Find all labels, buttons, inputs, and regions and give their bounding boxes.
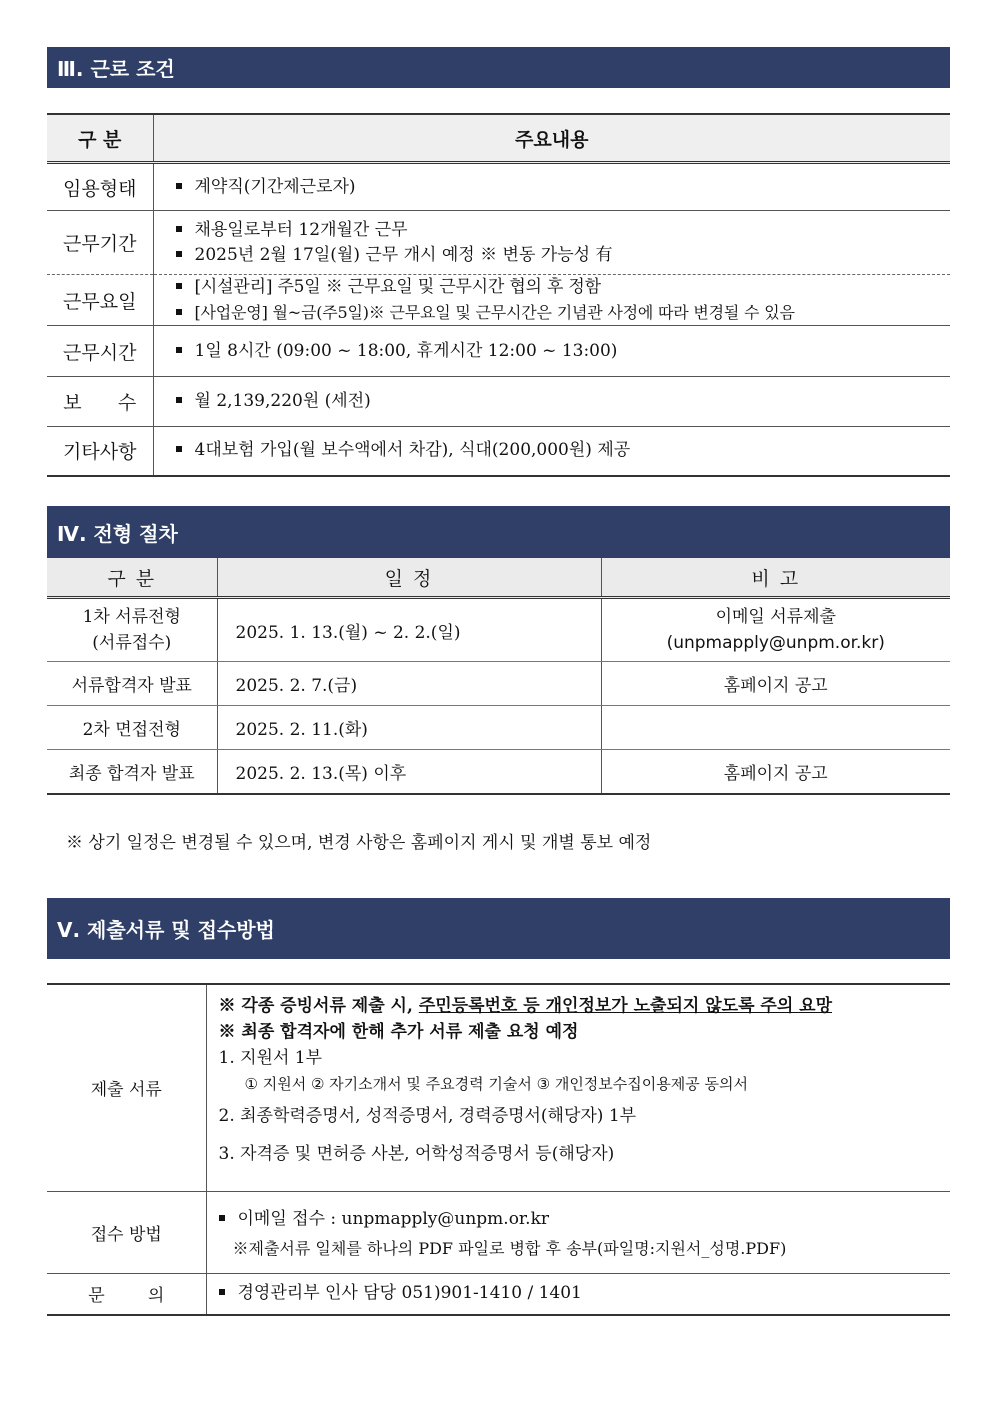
bullet-icon (176, 226, 182, 232)
table-header-content: 주요내용 (153, 114, 950, 163)
working-conditions-table (47, 113, 950, 477)
doc-item-1: 1. 지원서 1부 (218, 1048, 323, 1068)
table-header-category: 구 분 (47, 558, 217, 598)
method-note: ※제출서류 일체를 하나의 PDF 파일로 병합 후 송부(파일명:지원서_성명.PDF) (232, 1239, 787, 1258)
row-label: 서류합격자 발표 (47, 662, 217, 706)
bullet-icon (219, 1215, 225, 1221)
warning-personal-info: 주민등록번호 등 개인정보가 노출되지 않도록 주의 요망 (418, 996, 833, 1016)
row-item: [시설관리] 주5일 ※ 근무요일 및 근무시간 협의 후 정함 (194, 277, 601, 297)
row-date: 2025. 2. 7.(금) (217, 662, 601, 706)
table-row (47, 598, 950, 662)
table-header-remarks: 비 고 (601, 558, 950, 598)
row-note: 홈페이지 공고 (601, 662, 950, 706)
table-row (47, 377, 950, 427)
doc-item-1-sub: ① 지원서 ② 자기소개서 및 주요경력 기술서 ③ 개인정보수집이용제공 동의서 (244, 1075, 748, 1093)
warning-additional-docs: ※ 최종 합격자에 한해 추가 서류 제출 요청 예정 (218, 1022, 579, 1042)
method-email: 이메일 접수 : unpmapply@unpm.or.kr (237, 1209, 550, 1229)
doc-item-3: 3. 자격증 및 면허증 사본, 어학성적증명서 등(해당자) (218, 1144, 615, 1164)
row-label-sub: (서류접수) (92, 633, 172, 653)
table-header-schedule: 일 정 (217, 558, 601, 598)
submission-table (47, 983, 950, 1316)
row-item: 2025년 2월 17일(월) 근무 개시 예정 ※ 변동 가능성 有 (194, 244, 613, 265)
row-note-sub: (unpmapply@unpm.or.kr) (666, 633, 885, 653)
selection-process-table (47, 558, 950, 795)
row-label: 임용형태 (47, 163, 153, 211)
row-item: 월 2,139,220원 (세전) (194, 391, 371, 411)
row-label-contact: 문 의 (47, 1273, 206, 1315)
row-item: 채용일로부터 12개월간 근무 (194, 219, 408, 240)
row-label: 1차 서류전형 (82, 607, 181, 627)
row-date: 2025. 1. 13.(월) ~ 2. 2.(일) (217, 598, 601, 662)
schedule-note: ※ 상기 일정은 변경될 수 있으며, 변경 사항은 홈페이지 게시 및 개별 통보 예정 (66, 833, 652, 853)
table-row (47, 326, 950, 377)
row-date: 2025. 2. 11.(화) (217, 706, 601, 750)
table-row (47, 163, 950, 211)
section-5-title: Ⅴ. 제출서류 및 접수방법 (57, 918, 275, 942)
bullet-icon (219, 1289, 225, 1295)
section-4-header (47, 506, 950, 558)
table-row (47, 984, 950, 1191)
table-row (47, 706, 950, 750)
section-3-header (47, 47, 950, 88)
bullet-icon (176, 347, 182, 353)
warning-personal-info-prefix: ※ 각종 증빙서류 제출 시, (218, 996, 419, 1016)
row-item: 1일 8시간 (09:00 ~ 18:00, 휴게시간 12:00 ~ 13:00) (194, 340, 618, 361)
row-label: 근무시간 (47, 326, 153, 377)
bullet-icon (176, 397, 182, 403)
bullet-icon (176, 283, 182, 289)
table-row (47, 211, 950, 275)
table-row (47, 1191, 950, 1273)
bullet-icon (176, 309, 182, 315)
table-header-category: 구 분 (47, 114, 153, 163)
table-row (47, 275, 950, 326)
row-label: 보 수 (47, 377, 153, 427)
bullet-icon (176, 251, 182, 257)
row-item: [사업운영] 월~금(주5일)※ 근무요일 및 근무시간은 기념관 사정에 따라 변경될 수 있음 (194, 303, 795, 322)
row-label: 최종 합격자 발표 (47, 750, 217, 795)
table-row (47, 750, 950, 795)
contact-info: 경영관리부 인사 담당 051)901-1410 / 1401 (237, 1283, 582, 1304)
table-row (47, 662, 950, 706)
row-label: 2차 면접전형 (47, 706, 217, 750)
table-row (47, 427, 950, 476)
row-date: 2025. 2. 13.(목) 이후 (217, 750, 601, 795)
bullet-icon (176, 183, 182, 189)
row-label: 근무기간 (47, 211, 153, 275)
row-note (601, 706, 950, 750)
row-note: 이메일 서류제출 (715, 607, 836, 627)
doc-item-2: 2. 최종학력증명서, 성적증명서, 경력증명서(해당자) 1부 (218, 1106, 637, 1126)
row-label-documents: 제출 서류 (47, 984, 206, 1191)
bullet-icon (176, 446, 182, 452)
section-3-title: Ⅲ. 근로 조건 (57, 57, 175, 81)
section-4-title: Ⅳ. 전형 절차 (57, 521, 178, 546)
row-label: 근무요일 (47, 275, 153, 326)
row-item: 계약직(기간제근로자) (194, 176, 356, 197)
table-row (47, 1273, 950, 1315)
section-5-header (47, 898, 950, 959)
row-item: 4대보험 가입(월 보수액에서 차감), 식대(200,000원) 제공 (194, 440, 631, 461)
row-note: 홈페이지 공고 (723, 764, 828, 784)
row-label: 기타사항 (47, 427, 153, 476)
row-label-method: 접수 방법 (47, 1191, 206, 1273)
